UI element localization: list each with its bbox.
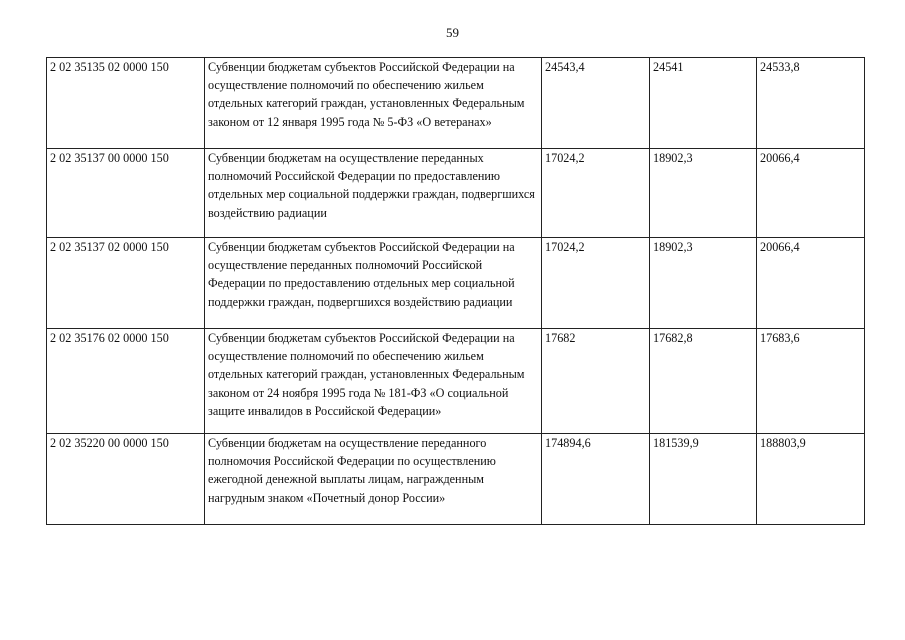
value-year-2: 181539,9 (650, 434, 757, 525)
value-year-3: 20066,4 (757, 238, 865, 329)
budget-code: 2 02 35137 02 0000 150 (47, 238, 205, 329)
budget-code: 2 02 35135 02 0000 150 (47, 58, 205, 149)
row-description: Субвенции бюджетам субъектов Российской Федерации на осуществление переданных полномочий Российской Федерации по предоставлению отдельных мер социальной поддержки граждан, подвергшихся воздействию радиации (205, 238, 542, 329)
value-year-3: 20066,4 (757, 149, 865, 238)
table-row (47, 329, 865, 434)
table-row (47, 149, 865, 238)
budget-table (46, 57, 865, 525)
value-year-1: 17024,2 (542, 238, 650, 329)
value-year-1: 174894,6 (542, 434, 650, 525)
value-year-1: 17682 (542, 329, 650, 434)
row-description: Субвенции бюджетам на осуществление переданного полномочия Российской Федерации по осуществлению ежегодной денежной выплаты лицам, награжденным нагрудным знаком «Почетный донор России» (205, 434, 542, 525)
row-description: Субвенции бюджетам субъектов Российской Федерации на осуществление полномочий по обеспечению жильем отдельных категорий граждан, установленных Федеральным законом от 12 января 1995 года № 5-ФЗ «О ветеранах» (205, 58, 542, 149)
value-year-1: 17024,2 (542, 149, 650, 238)
value-year-3: 188803,9 (757, 434, 865, 525)
page-number: 59 (446, 25, 459, 40)
value-year-3: 17683,6 (757, 329, 865, 434)
budget-code: 2 02 35137 00 0000 150 (47, 149, 205, 238)
budget-code: 2 02 35220 00 0000 150 (47, 434, 205, 525)
budget-code: 2 02 35176 02 0000 150 (47, 329, 205, 434)
value-year-2: 18902,3 (650, 149, 757, 238)
value-year-2: 24541 (650, 58, 757, 149)
row-description: Субвенции бюджетам на осуществление переданных полномочий Российской Федерации по предоставлению отдельных мер социальной поддержки граждан, подвергшихся воздействию радиации (205, 149, 542, 238)
value-year-3: 24533,8 (757, 58, 865, 149)
value-year-2: 18902,3 (650, 238, 757, 329)
value-year-1: 24543,4 (542, 58, 650, 149)
table-row (47, 434, 865, 525)
table-row (47, 58, 865, 149)
row-description: Субвенции бюджетам субъектов Российской Федерации на осуществление полномочий по обеспечению жильем отдельных категорий граждан, установленных Федеральным законом от 24 ноября 1995 года № 181-ФЗ «О социальной защите инвалидов в Российской Федерации» (205, 329, 542, 434)
table-row (47, 238, 865, 329)
value-year-2: 17682,8 (650, 329, 757, 434)
